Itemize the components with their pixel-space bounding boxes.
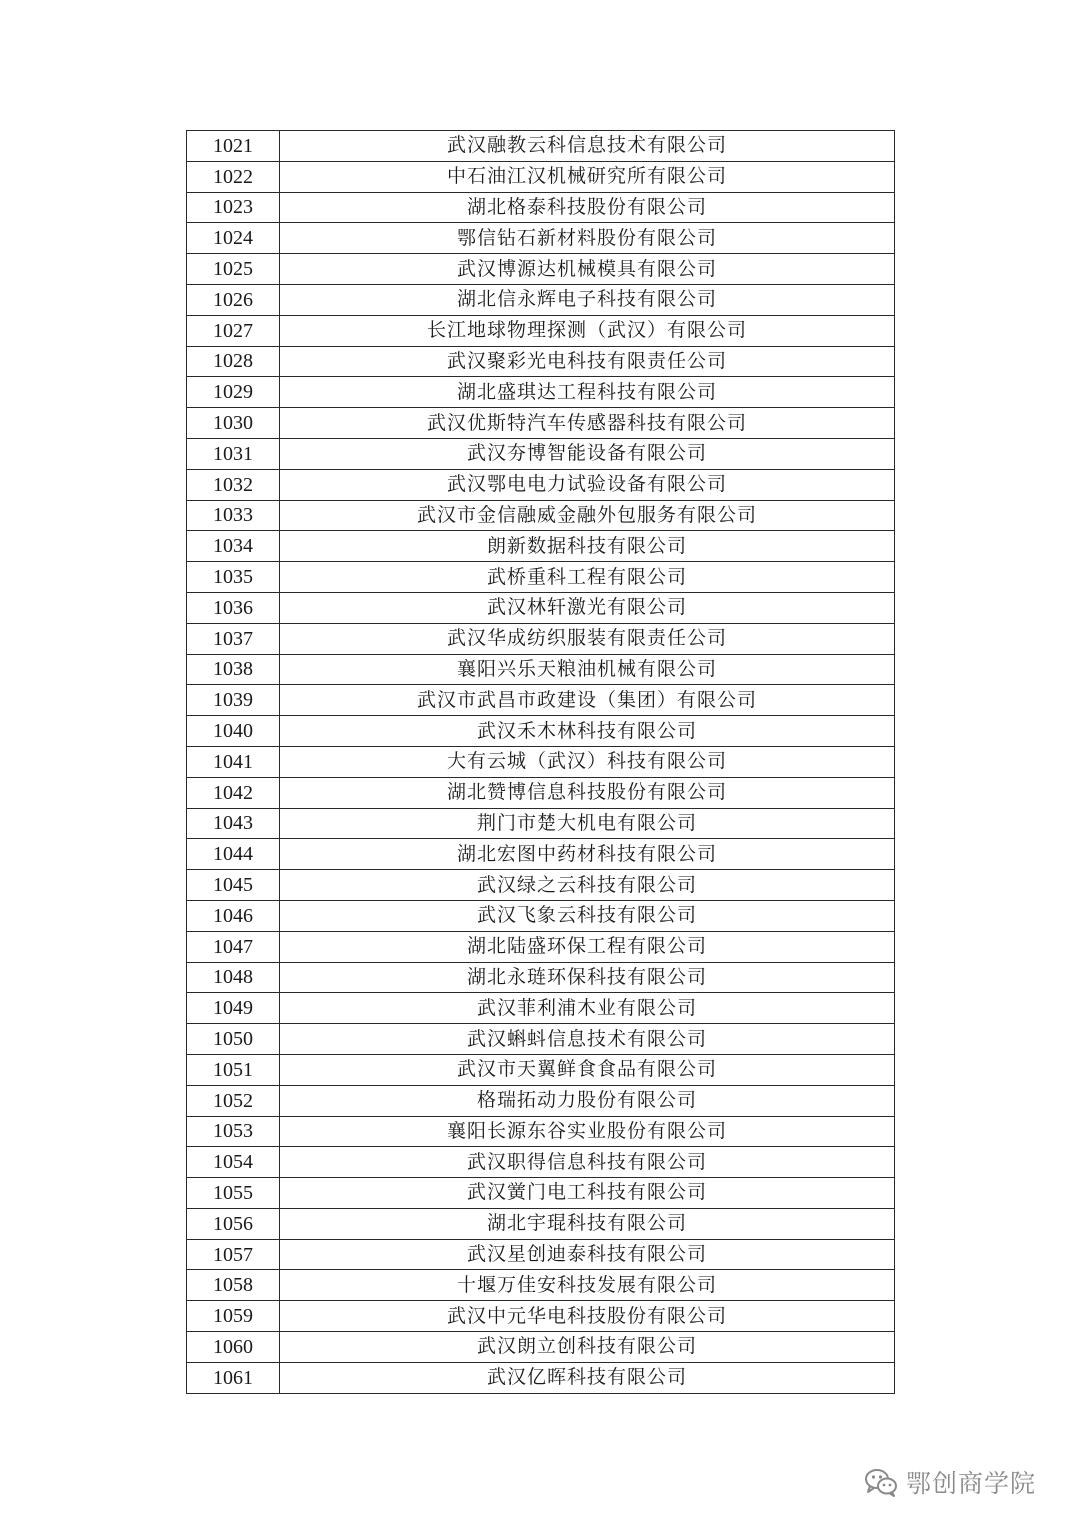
row-number-cell: 1025 bbox=[187, 254, 280, 285]
company-name-cell: 武汉职得信息科技有限公司 bbox=[280, 1147, 895, 1178]
company-name-cell: 荆门市楚大机电有限公司 bbox=[280, 808, 895, 839]
company-name-cell: 大有云城（武汉）科技有限公司 bbox=[280, 746, 895, 777]
company-name-cell: 武汉黉门电工科技有限公司 bbox=[280, 1178, 895, 1209]
company-name-cell: 武汉中元华电科技股份有限公司 bbox=[280, 1301, 895, 1332]
table-row bbox=[187, 1239, 895, 1270]
row-number-cell: 1049 bbox=[187, 993, 280, 1024]
row-number-cell: 1057 bbox=[187, 1239, 280, 1270]
company-name-cell: 武汉鄂电电力试验设备有限公司 bbox=[280, 469, 895, 500]
row-number-cell: 1048 bbox=[187, 962, 280, 993]
table-row bbox=[187, 1147, 895, 1178]
row-number-cell: 1054 bbox=[187, 1147, 280, 1178]
table-row bbox=[187, 716, 895, 747]
company-name-cell: 中石油江汉机械研究所有限公司 bbox=[280, 161, 895, 192]
table-row bbox=[187, 1208, 895, 1239]
table-row bbox=[187, 531, 895, 562]
table-row bbox=[187, 438, 895, 469]
company-name-cell: 武汉菲利浦木业有限公司 bbox=[280, 993, 895, 1024]
row-number-cell: 1023 bbox=[187, 192, 280, 223]
company-name-cell: 武汉亿晖科技有限公司 bbox=[280, 1362, 895, 1393]
company-name-cell: 鄂信钻石新材料股份有限公司 bbox=[280, 223, 895, 254]
company-name-cell: 武汉融教云科信息技术有限公司 bbox=[280, 131, 895, 162]
table-body bbox=[187, 131, 895, 1394]
company-name-cell: 湖北信永辉电子科技有限公司 bbox=[280, 284, 895, 315]
company-name-cell: 武汉市天翼鲜食食品有限公司 bbox=[280, 1054, 895, 1085]
table-row bbox=[187, 993, 895, 1024]
table-row bbox=[187, 808, 895, 839]
row-number-cell: 1021 bbox=[187, 131, 280, 162]
table-row bbox=[187, 254, 895, 285]
table-row bbox=[187, 469, 895, 500]
table-row bbox=[187, 839, 895, 870]
company-name-cell: 湖北陆盛环保工程有限公司 bbox=[280, 931, 895, 962]
row-number-cell: 1038 bbox=[187, 654, 280, 685]
table-row bbox=[187, 1301, 895, 1332]
table-row bbox=[187, 192, 895, 223]
table-row bbox=[187, 408, 895, 439]
row-number-cell: 1061 bbox=[187, 1362, 280, 1393]
row-number-cell: 1034 bbox=[187, 531, 280, 562]
row-number-cell: 1036 bbox=[187, 592, 280, 623]
table-row bbox=[187, 654, 895, 685]
company-name-cell: 湖北宏图中药材科技有限公司 bbox=[280, 839, 895, 870]
table-row bbox=[187, 1178, 895, 1209]
company-name-cell: 湖北盛琪达工程科技有限公司 bbox=[280, 377, 895, 408]
table-row bbox=[187, 962, 895, 993]
company-name-cell: 湖北格泰科技股份有限公司 bbox=[280, 192, 895, 223]
row-number-cell: 1043 bbox=[187, 808, 280, 839]
table-row bbox=[187, 1332, 895, 1363]
table-row bbox=[187, 284, 895, 315]
company-name-cell: 武桥重科工程有限公司 bbox=[280, 562, 895, 593]
table-row bbox=[187, 1085, 895, 1116]
company-name-cell: 武汉华成纺织服装有限责任公司 bbox=[280, 623, 895, 654]
row-number-cell: 1050 bbox=[187, 1024, 280, 1055]
table-row bbox=[187, 931, 895, 962]
company-name-cell: 长江地球物理探测（武汉）有限公司 bbox=[280, 315, 895, 346]
row-number-cell: 1030 bbox=[187, 408, 280, 439]
row-number-cell: 1044 bbox=[187, 839, 280, 870]
row-number-cell: 1040 bbox=[187, 716, 280, 747]
table-row bbox=[187, 1362, 895, 1393]
company-name-cell: 武汉博源达机械模具有限公司 bbox=[280, 254, 895, 285]
table-row bbox=[187, 1270, 895, 1301]
table-row bbox=[187, 500, 895, 531]
table-row bbox=[187, 623, 895, 654]
wechat-icon bbox=[864, 1467, 898, 1497]
table-row bbox=[187, 777, 895, 808]
company-name-cell: 十堰万佳安科技发展有限公司 bbox=[280, 1270, 895, 1301]
company-name-cell: 武汉朗立创科技有限公司 bbox=[280, 1332, 895, 1363]
row-number-cell: 1051 bbox=[187, 1054, 280, 1085]
company-name-cell: 湖北永琏环保科技有限公司 bbox=[280, 962, 895, 993]
table-row bbox=[187, 315, 895, 346]
watermark-text: 鄂创商学院 bbox=[906, 1469, 1037, 1498]
company-name-cell: 襄阳兴乐天粮油机械有限公司 bbox=[280, 654, 895, 685]
company-name-cell: 武汉市武昌市政建设（集团）有限公司 bbox=[280, 685, 895, 716]
table-row bbox=[187, 592, 895, 623]
table-row bbox=[187, 870, 895, 901]
company-name-cell: 湖北宇琨科技有限公司 bbox=[280, 1208, 895, 1239]
table-row bbox=[187, 377, 895, 408]
row-number-cell: 1045 bbox=[187, 870, 280, 901]
row-number-cell: 1037 bbox=[187, 623, 280, 654]
table-row bbox=[187, 562, 895, 593]
row-number-cell: 1060 bbox=[187, 1332, 280, 1363]
row-number-cell: 1029 bbox=[187, 377, 280, 408]
table-row bbox=[187, 1024, 895, 1055]
row-number-cell: 1033 bbox=[187, 500, 280, 531]
table-row bbox=[187, 685, 895, 716]
table-row bbox=[187, 746, 895, 777]
row-number-cell: 1027 bbox=[187, 315, 280, 346]
table-row bbox=[187, 223, 895, 254]
row-number-cell: 1032 bbox=[187, 469, 280, 500]
watermark bbox=[864, 1462, 1036, 1502]
company-list-table bbox=[186, 130, 895, 1394]
company-name-cell: 武汉蝌蚪信息技术有限公司 bbox=[280, 1024, 895, 1055]
row-number-cell: 1046 bbox=[187, 900, 280, 931]
row-number-cell: 1039 bbox=[187, 685, 280, 716]
table-row bbox=[187, 1054, 895, 1085]
row-number-cell: 1028 bbox=[187, 346, 280, 377]
row-number-cell: 1031 bbox=[187, 438, 280, 469]
company-name-cell: 武汉星创迪泰科技有限公司 bbox=[280, 1239, 895, 1270]
table-row bbox=[187, 346, 895, 377]
table-row bbox=[187, 900, 895, 931]
company-name-cell: 朗新数据科技有限公司 bbox=[280, 531, 895, 562]
company-name-cell: 武汉绿之云科技有限公司 bbox=[280, 870, 895, 901]
row-number-cell: 1052 bbox=[187, 1085, 280, 1116]
table-row bbox=[187, 1116, 895, 1147]
row-number-cell: 1053 bbox=[187, 1116, 280, 1147]
row-number-cell: 1041 bbox=[187, 746, 280, 777]
company-name-cell: 武汉林轩激光有限公司 bbox=[280, 592, 895, 623]
row-number-cell: 1022 bbox=[187, 161, 280, 192]
company-name-cell: 武汉聚彩光电科技有限责任公司 bbox=[280, 346, 895, 377]
company-name-cell: 湖北赞博信息科技股份有限公司 bbox=[280, 777, 895, 808]
company-name-cell: 武汉夯博智能设备有限公司 bbox=[280, 438, 895, 469]
row-number-cell: 1035 bbox=[187, 562, 280, 593]
company-name-cell: 武汉市金信融威金融外包服务有限公司 bbox=[280, 500, 895, 531]
row-number-cell: 1055 bbox=[187, 1178, 280, 1209]
company-name-cell: 武汉优斯特汽车传感器科技有限公司 bbox=[280, 408, 895, 439]
table-row bbox=[187, 131, 895, 162]
company-name-cell: 格瑞拓动力股份有限公司 bbox=[280, 1085, 895, 1116]
row-number-cell: 1058 bbox=[187, 1270, 280, 1301]
company-name-cell: 武汉禾木林科技有限公司 bbox=[280, 716, 895, 747]
company-name-cell: 襄阳长源东谷实业股份有限公司 bbox=[280, 1116, 895, 1147]
row-number-cell: 1047 bbox=[187, 931, 280, 962]
row-number-cell: 1056 bbox=[187, 1208, 280, 1239]
row-number-cell: 1026 bbox=[187, 284, 280, 315]
table-row bbox=[187, 161, 895, 192]
row-number-cell: 1042 bbox=[187, 777, 280, 808]
company-name-cell: 武汉飞象云科技有限公司 bbox=[280, 900, 895, 931]
row-number-cell: 1059 bbox=[187, 1301, 280, 1332]
row-number-cell: 1024 bbox=[187, 223, 280, 254]
